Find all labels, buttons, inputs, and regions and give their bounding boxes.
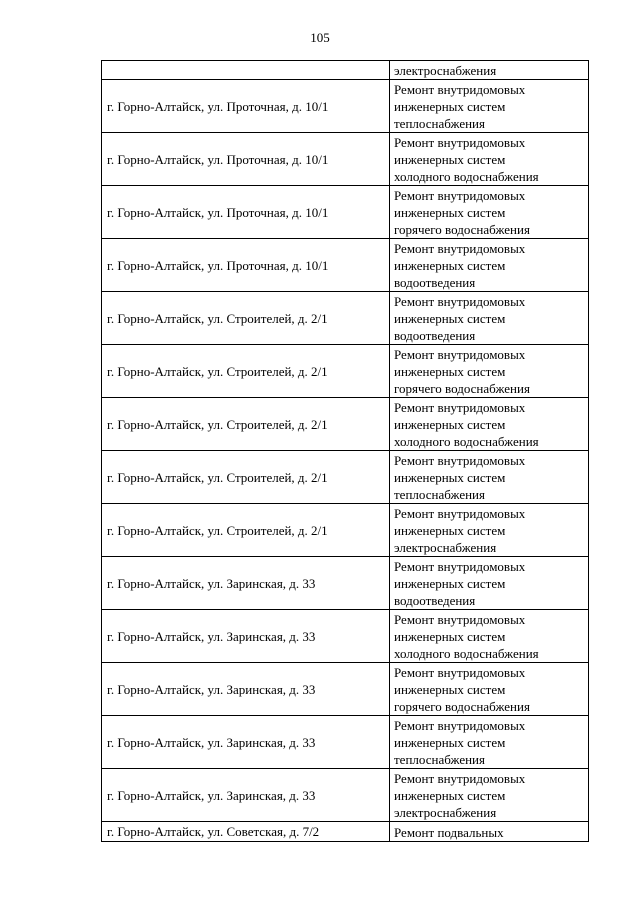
table-row bbox=[102, 398, 589, 451]
work-type-cell: Ремонт внутридомовых инженерных систем водоотведения bbox=[390, 239, 589, 292]
table-row bbox=[102, 61, 589, 80]
table-row bbox=[102, 822, 589, 842]
address-cell: г. Горно-Алтайск, ул. Строителей, д. 2/1 bbox=[102, 292, 390, 345]
work-type-cell: Ремонт внутридомовых инженерных систем холодного водоснабжения bbox=[390, 133, 589, 186]
address-cell: г. Горно-Алтайск, ул. Заринская, д. 33 bbox=[102, 610, 390, 663]
work-type-cell: Ремонт внутридомовых инженерных систем теплоснабжения bbox=[390, 716, 589, 769]
repair-works-table bbox=[101, 60, 589, 842]
address-cell: г. Горно-Алтайск, ул. Строителей, д. 2/1 bbox=[102, 398, 390, 451]
work-type-cell: Ремонт внутридомовых инженерных систем холодного водоснабжения bbox=[390, 398, 589, 451]
address-cell: г. Горно-Алтайск, ул. Заринская, д. 33 bbox=[102, 557, 390, 610]
table-row bbox=[102, 716, 589, 769]
work-type-cell: Ремонт внутридомовых инженерных систем водоотведения bbox=[390, 292, 589, 345]
table-row bbox=[102, 451, 589, 504]
work-type-cell: Ремонт внутридомовых инженерных систем электроснабжения bbox=[390, 769, 589, 822]
table-row bbox=[102, 769, 589, 822]
work-type-cell: Ремонт внутридомовых инженерных систем горячего водоснабжения bbox=[390, 186, 589, 239]
table-row bbox=[102, 345, 589, 398]
table-row bbox=[102, 292, 589, 345]
table-row bbox=[102, 557, 589, 610]
address-cell: г. Горно-Алтайск, ул. Строителей, д. 2/1 bbox=[102, 345, 390, 398]
work-type-cell: Ремонт внутридомовых инженерных систем холодного водоснабжения bbox=[390, 610, 589, 663]
page-number: 105 bbox=[310, 30, 330, 45]
table-row bbox=[102, 186, 589, 239]
address-cell: г. Горно-Алтайск, ул. Советская, д. 7/2 bbox=[102, 822, 390, 842]
work-type-cell: Ремонт внутридомовых инженерных систем горячего водоснабжения bbox=[390, 663, 589, 716]
table-row bbox=[102, 663, 589, 716]
address-cell: г. Горно-Алтайск, ул. Проточная, д. 10/1 bbox=[102, 80, 390, 133]
table-row bbox=[102, 610, 589, 663]
table-row bbox=[102, 504, 589, 557]
work-type-cell: Ремонт внутридомовых инженерных систем теплоснабжения bbox=[390, 80, 589, 133]
address-cell: г. Горно-Алтайск, ул. Проточная, д. 10/1 bbox=[102, 239, 390, 292]
work-type-cell: Ремонт подвальных bbox=[390, 822, 589, 842]
address-cell: г. Горно-Алтайск, ул. Проточная, д. 10/1 bbox=[102, 133, 390, 186]
table-row bbox=[102, 239, 589, 292]
address-cell: г. Горно-Алтайск, ул. Строителей, д. 2/1 bbox=[102, 504, 390, 557]
work-type-cell: Ремонт внутридомовых инженерных систем теплоснабжения bbox=[390, 451, 589, 504]
work-type-cell: Ремонт внутридомовых инженерных систем водоотведения bbox=[390, 557, 589, 610]
address-cell: г. Горно-Алтайск, ул. Проточная, д. 10/1 bbox=[102, 186, 390, 239]
table-row bbox=[102, 133, 589, 186]
work-type-cell: Ремонт внутридомовых инженерных систем горячего водоснабжения bbox=[390, 345, 589, 398]
address-cell: г. Горно-Алтайск, ул. Заринская, д. 33 bbox=[102, 663, 390, 716]
work-type-cell: электроснабжения bbox=[390, 61, 589, 80]
address-cell bbox=[102, 61, 390, 80]
table-row bbox=[102, 80, 589, 133]
work-type-cell: Ремонт внутридомовых инженерных систем электроснабжения bbox=[390, 504, 589, 557]
address-cell: г. Горно-Алтайск, ул. Заринская, д. 33 bbox=[102, 716, 390, 769]
address-cell: г. Горно-Алтайск, ул. Заринская, д. 33 bbox=[102, 769, 390, 822]
address-cell: г. Горно-Алтайск, ул. Строителей, д. 2/1 bbox=[102, 451, 390, 504]
